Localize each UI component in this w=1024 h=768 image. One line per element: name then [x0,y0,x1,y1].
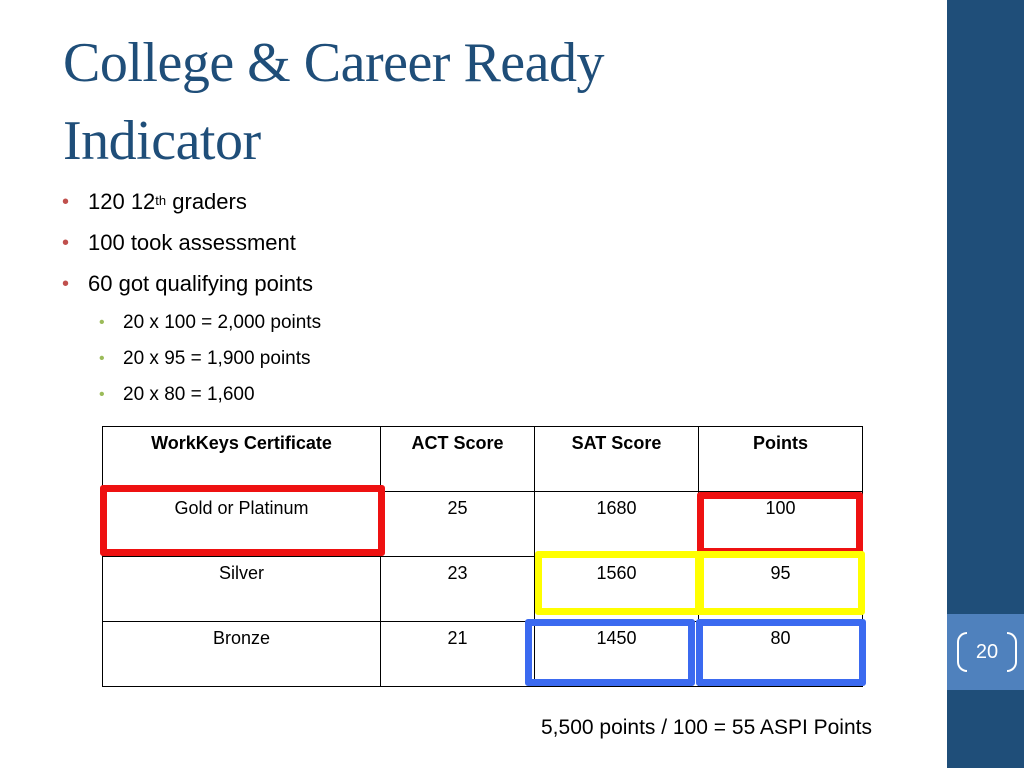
summary-text: 5,500 points / 100 = 55 ASPI Points [541,716,872,739]
highlight-points-80 [696,619,866,686]
bullet-qualifying [62,270,314,298]
highlight-gold-certificate [100,485,385,556]
bullet-assessment-text: 100 took assessment [88,230,296,255]
sub-bullet-95-text: 20 x 95 = 1,900 points [123,348,311,369]
bullet-qualifying-text: 60 got qualifying points [88,271,314,296]
sub-bullet-100-text: 20 x 100 = 2,000 points [123,312,322,333]
highlight-sat-1560 [535,551,702,615]
cell-points: 100 [699,492,863,557]
cell-sat: 1560 [535,557,699,622]
sub-bullet-100 [99,309,322,337]
cell-act: 23 [381,557,535,622]
bullet-graders-text: 120 12 [88,189,156,214]
highlight-points-100 [697,492,863,555]
cell-certificate: Gold or Platinum [103,492,381,557]
sub-bullet-95 [99,345,311,373]
slide-title [63,24,923,180]
cell-certificate: Bronze [103,622,381,687]
cell-sat: 1680 [535,492,699,557]
highlight-points-95 [697,551,865,615]
sub-bullet-80-text: 20 x 80 = 1,600 [123,384,255,405]
cell-points: 80 [699,622,863,687]
cell-sat: 1450 [535,622,699,687]
header-workkeys: WorkKeys Certificate [103,427,381,492]
bullet-dot-icon: • [62,273,70,295]
highlight-sat-1450 [525,619,695,686]
header-act: ACT Score [381,427,535,492]
bullet-dot-icon: • [62,232,70,254]
sub-bullet-dot-icon: • [99,350,105,367]
cell-act: 21 [381,622,535,687]
cell-certificate: Silver [103,557,381,622]
header-sat: SAT Score [535,427,699,492]
title-line-1: College & Career Ready [63,32,605,94]
cell-points: 95 [699,557,863,622]
bullet-graders-suffix: graders [166,189,247,214]
cell-act: 25 [381,492,535,557]
page-number: 20 [975,641,999,663]
table-header-row [103,427,863,492]
bullet-graders [62,188,247,219]
sub-bullet-80 [99,381,255,409]
ordinal-suffix: th [155,193,167,208]
header-points: Points [699,427,863,492]
bullet-assessment [62,229,296,257]
sub-bullet-dot-icon: • [99,314,105,331]
title-line-2: Indicator [63,110,261,172]
sub-bullet-dot-icon: • [99,386,105,403]
bullet-dot-icon: • [62,191,70,213]
